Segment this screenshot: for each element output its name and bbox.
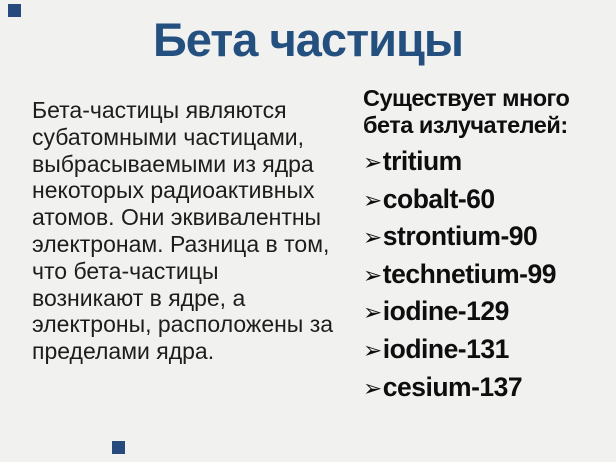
list-item — [363, 256, 608, 294]
paragraph-line: выбрасываемыми из ядра — [32, 150, 314, 177]
paragraph-line: возникают в ядре, а — [32, 284, 246, 311]
paragraph-line: Бета-частицы являются — [32, 97, 287, 123]
arrow-bullet-icon: ➢ — [363, 149, 382, 175]
emitter-label: tritium — [382, 146, 462, 176]
decorative-square-bottom — [112, 441, 125, 454]
list-item — [363, 293, 608, 331]
paragraph-line: пределами ядра. — [32, 338, 215, 365]
arrow-bullet-icon: ➢ — [363, 299, 382, 326]
emitters-list — [363, 143, 608, 406]
paragraph-line: электронам. Разница в том, — [32, 230, 330, 257]
emitters-heading-line: Существует много — [363, 85, 570, 111]
emitter-label: strontium-90 — [382, 221, 538, 252]
emitters-heading — [363, 85, 608, 138]
arrow-bullet-icon: ➢ — [363, 224, 382, 251]
emitter-label: cesium-137 — [382, 371, 523, 402]
slide-title: Бета частицы — [152, 13, 464, 66]
paragraph-line: электроны, расположены за — [32, 311, 334, 338]
beta-description-paragraph — [32, 97, 357, 365]
arrow-bullet-icon: ➢ — [363, 336, 382, 363]
emitters-heading-line: бета излучателей: — [363, 111, 568, 138]
emitter-label: cobalt-60 — [382, 183, 495, 214]
list-item — [363, 181, 608, 219]
arrow-bullet-icon: ➢ — [363, 261, 382, 288]
list-item — [363, 218, 608, 256]
paragraph-line: некоторых радиоактивных — [32, 177, 315, 204]
arrow-bullet-icon: ➢ — [363, 186, 382, 213]
arrow-bullet-icon: ➢ — [363, 374, 382, 401]
paragraph-line: атомов. Они эквивалентны — [32, 204, 322, 231]
paragraph-line: что бета-частицы — [32, 257, 219, 284]
emitter-label: iodine-129 — [382, 296, 509, 327]
list-item — [363, 143, 608, 181]
list-item — [363, 331, 608, 369]
paragraph-line: субатомными частицами, — [32, 123, 305, 150]
beta-emitters-panel — [363, 85, 608, 406]
list-item — [363, 369, 608, 407]
emitter-label: iodine-131 — [382, 333, 509, 364]
emitter-label: technetium-99 — [382, 258, 556, 289]
